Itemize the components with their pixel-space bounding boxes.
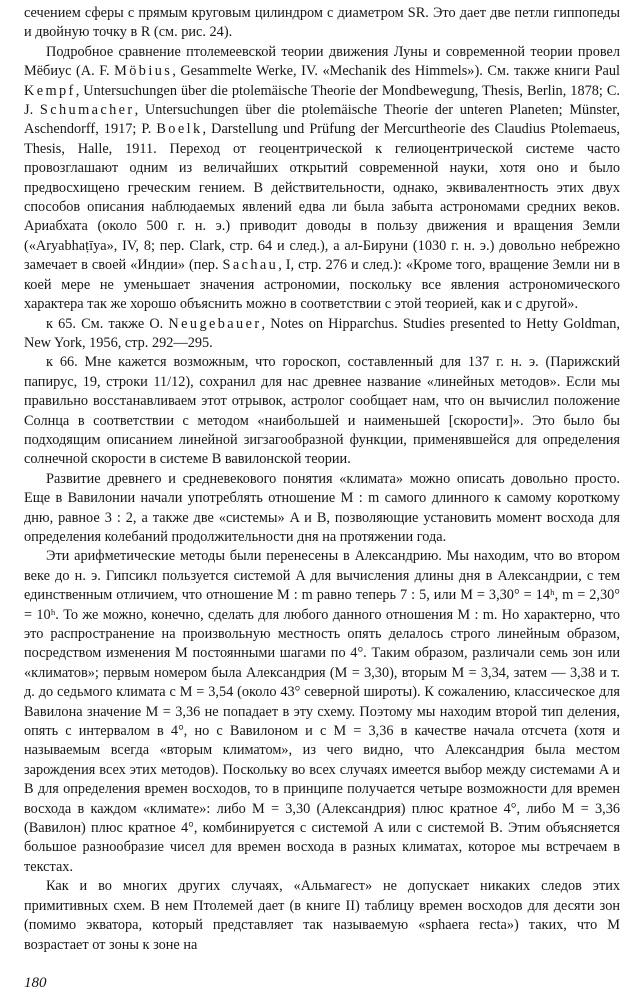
paragraph: сечением сферы с прямым круговым цилиндром с диаметром SR. Это дает две петли гиппопеды и двойную точку в R (см. рис. 24). [24, 5, 620, 41]
page-text [24, 4, 620, 955]
paragraph [24, 315, 620, 354]
paragraph: Как и во многих других случаях, «Альмагест» не допускает никаких следов этих примитивных схем. В нем Птолемей дает (в книге II) таблицу времен восходов для десяти зон (помимо экватора, который представляет так называемую «sphaera recta») таких, что M возрастает от зоны к зоне на [24, 878, 620, 953]
page-number: 180 [24, 975, 47, 991]
author-name: Sachau [222, 257, 279, 274]
text-run: , Gesammelte Werke, IV. «Mechanik des Himmels»). См. также книги Paul [172, 63, 621, 80]
text-run: , Untersuchungen über die ptolemäische Theorie der unteren Planeten; Münster, Aschendorff, 1917; P. [24, 102, 620, 138]
text-run: , I, стр. 276 и след.): «Кроме того, вращение Земли ни в коей мере не уменьшает значения астрономии, поскольку все явления астрономического характера так же хорошо объяснить можно в соответствии с этой теорией, как и с другой». [24, 257, 620, 313]
text-run: , Untersuchungen über die ptolemäische Theorie der Mondbewegung, Thesis, Berlin, 1878; C. J. [24, 82, 620, 119]
paragraph: к 66. Мне кажется возможным, что гороскоп, составленный для 137 г. н. э. (Парижский папирус, 19, строки 11/12), сохранил для нас древнее название «линейных методов». Если мы правильно восстанавливаем этот отрывок, астролог сообщает нам, что он вычислил положение Солнца в соответствии с методом «наибольшей и наименьшей [скорости]». Это было бы подходящим описанием линейной зигзагообразной функции, применявшейся для определения солнечной скорости в системе B вавилонской теории. [24, 354, 620, 468]
text-run: к 65. См. также O. [46, 315, 169, 332]
author-name: Kempf [24, 82, 76, 99]
paragraph: Развитие древнего и средневекового понятия «климата» можно описать довольно просто. Еще в Вавилонии начали употреблять отношение M : m самого длинного к самому короткому дню, равное 3 : 2, а также две «системы» A и B, позволяющие установить момент восхода для определения колебаний продолжительности дня на протяжении года. [24, 470, 620, 545]
paragraph [24, 43, 620, 315]
author-name: Neugebauer [168, 315, 262, 332]
paragraph: Эти арифметические методы были перенесены в Александрию. Мы находим, что во втором веке до н. э. Гипсикл пользуется системой A для вычисления длины дня в Александрии, с тем единственным отличием, что отношение M : m равно теперь 7 : 5, или M = 3,30° = 14ʰ, m = 2,30° = 10ʰ. То же можно, конечно, сделать для любого данного отношения M : m. Но характерно, что это распространение на произвольную местность опять делалось строго линейным образом, посредством изменения M постоянными шагами по 4°. Таким образом, различали семь зон или «климатов»; первым номером была Александрия (M = 3,30), вторым M = 3,34, затем — 3,38 и т. д. до седьмого климата с M = 3,54 (около 43° северной широты). К сожалению, классическое для Вавилона значение M = 3,36 не попадает в эту схему. Поэтому мы находим второй тип деления, опять с интервалом в 4°, но с Вавилоном и с M = 3,36 в качестве начала отсчета (хотя и называемым всегда «вторым климатом», из чего видно, что Александрия была местом зарождения всех этих методов). Поскольку во всех случаях имеется выбор между системами A и B для определения времен восходов, то в принципе получается четыре возможности для времен восхода в каждом «климате»: либо M = 3,30 (Александрия) плюс кратное 4°, либо M = 3,36 (Вавилон) плюс кратное 4°, комбинируется с системой A или с системой B. Этим объясняется большое разнообразие чисел для времен восхода в разных климатах, которое мы встречаем в текстах. [24, 548, 620, 875]
author-name: Boelk [156, 121, 203, 138]
author-name: Schumacher [39, 102, 135, 119]
text-run: , Notes on Hipparchus. Studies presented to Hetty Goldman, New York, 1956, стр. 292—295. [24, 315, 620, 351]
text-run: Подробное сравнение птолемеевской теории движения Луны и современной теории провел Мёбиус (A. F. [24, 43, 620, 80]
author-name: Möbius [114, 63, 173, 80]
text-run: , Darstellung und Prüfung der Mercurtheorie des Claudius Ptolemaeus, Thesis, Halle, 1911. Переход от геоцентрической к гелиоцентрической системе часто провозглашают одним из величайших открытий современной науки, хотя оно и было предвосхищено греческим гением. В действительности, однако, эквивалентность этих двух способов описания наблюдаемых явлений едва ли была забыта астрономами средних веков. Ариабхата (около 500 г. н. э.) приводит доводы в пользу движения и вращения Земли («Aryabhaṭīya», IV, 8; пер. Clark, стр. 64 и след.), а ал-Бируни (1030 г. н. э.) довольно небрежно замечает в своей «Индии» (пер. [24, 121, 620, 274]
